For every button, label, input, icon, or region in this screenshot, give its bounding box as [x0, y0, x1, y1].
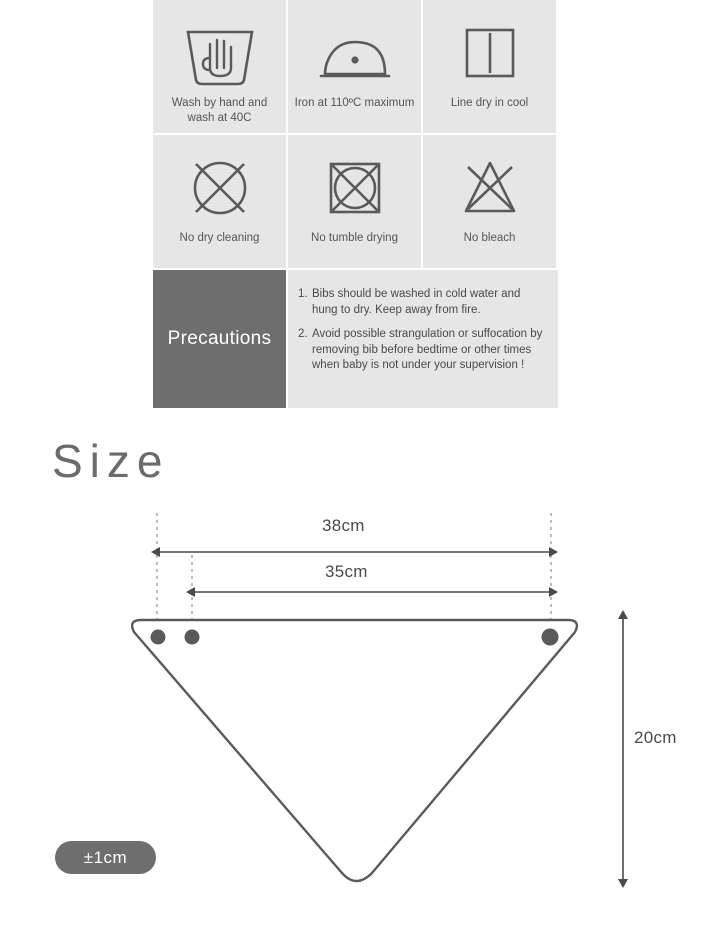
care-instructions-grid — [153, 0, 558, 408]
care-label: No bleach — [463, 232, 516, 244]
care-cell-no-dry-cleaning — [153, 135, 286, 268]
precautions-title: Precautions — [153, 270, 286, 408]
no-bleach-icon — [440, 149, 540, 227]
precaution-item — [298, 287, 544, 318]
precaution-number: 1. — [298, 288, 308, 300]
care-label: No tumble drying — [311, 232, 398, 244]
care-row — [153, 0, 558, 133]
precautions-row — [153, 270, 558, 408]
care-cell-line-dry — [423, 0, 556, 133]
precaution-item — [298, 327, 544, 374]
dimension-label-width-outer: 38cm — [322, 516, 365, 535]
care-cell-no-bleach — [423, 135, 556, 268]
snap-button — [185, 630, 200, 645]
care-cell-iron — [288, 0, 421, 133]
precaution-number: 2. — [298, 328, 308, 340]
hand-wash-icon — [170, 14, 270, 92]
snap-button — [151, 630, 166, 645]
tolerance-badge: ±1cm — [55, 841, 156, 874]
dimension-label-height: 20cm — [634, 728, 677, 747]
care-label: No dry cleaning — [179, 232, 260, 244]
care-row — [153, 135, 558, 268]
no-dry-cleaning-icon — [170, 149, 270, 227]
care-cell-no-tumble-drying — [288, 135, 421, 268]
precaution-text: Bibs should be washed in cold water and hung to dry. Keep away from fire. — [312, 288, 521, 316]
precaution-text: Avoid possible strangulation or suffocation by removing bib before bedtime or other times when baby is not under your supervision ! — [312, 328, 543, 371]
precautions-body — [288, 270, 558, 408]
care-label: Wash by hand and wash at 40C — [171, 97, 268, 124]
iron-icon — [305, 14, 405, 92]
care-label: Line dry in cool — [450, 97, 529, 109]
size-heading: Size — [52, 435, 170, 487]
bib-outline — [132, 620, 577, 881]
care-cell-hand-wash — [153, 0, 286, 133]
dimension-label-width-inner: 35cm — [325, 562, 368, 581]
care-label: Iron at 110ºC maximum — [294, 97, 415, 109]
line-dry-icon — [440, 14, 540, 92]
snap-button — [542, 629, 559, 646]
no-tumble-drying-icon — [305, 149, 405, 227]
